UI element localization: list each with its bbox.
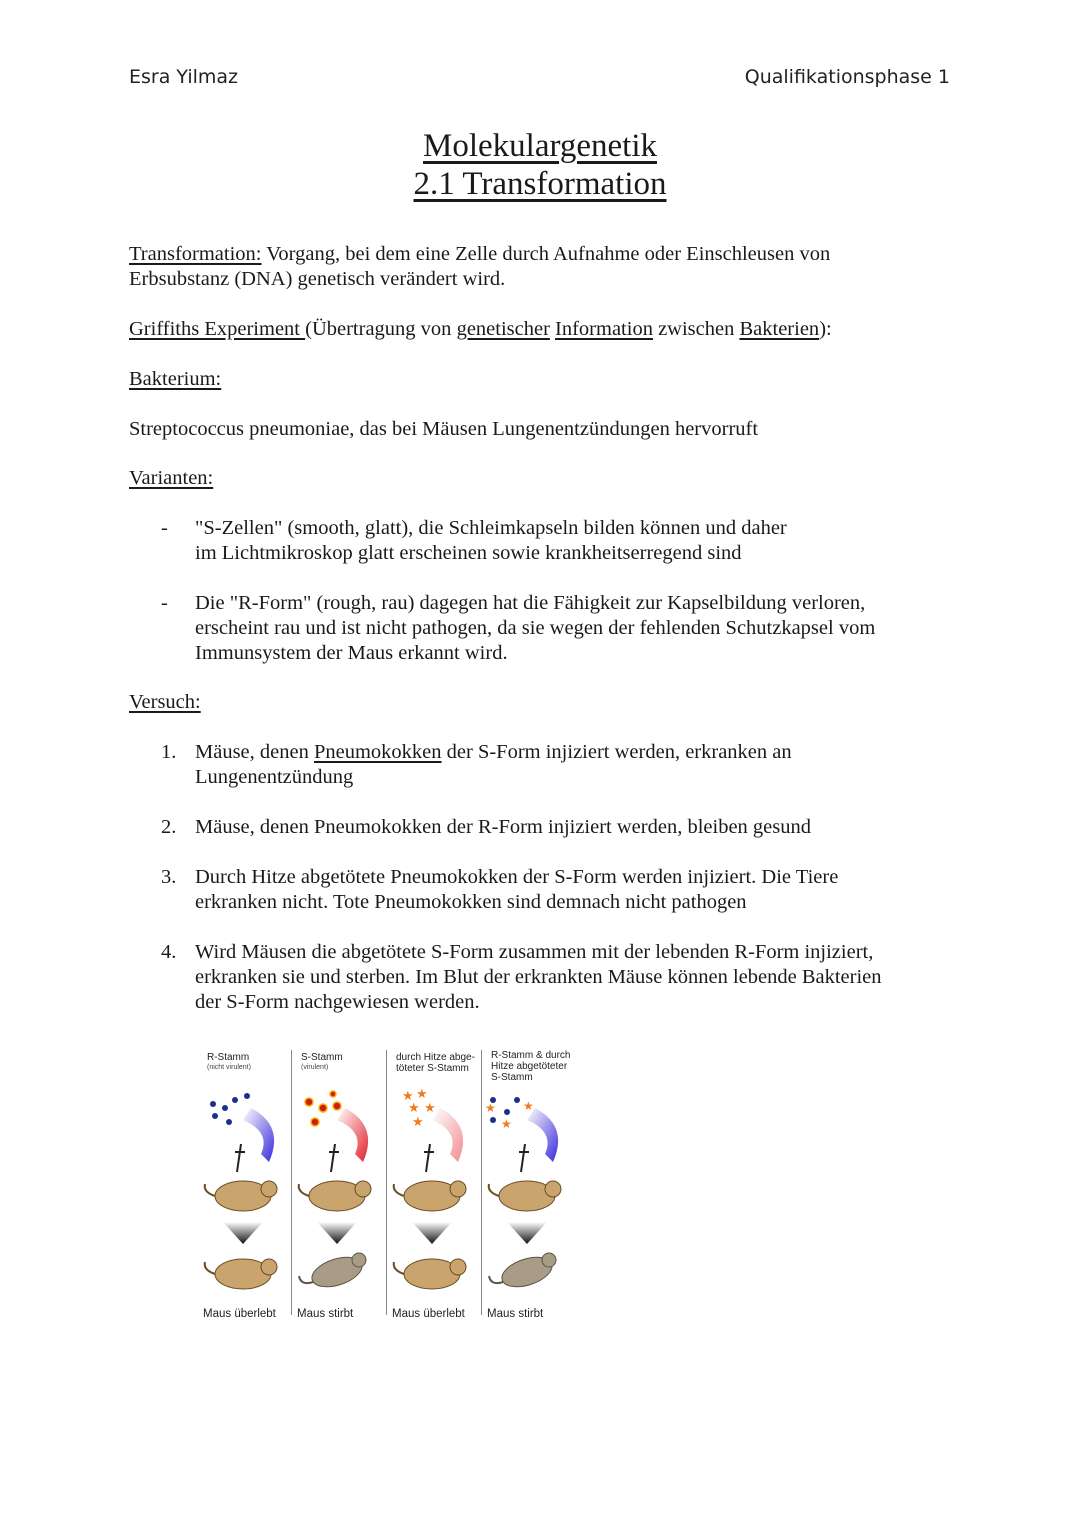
svg-text:★: ★ — [416, 1087, 428, 1102]
page-title: Molekulargenetik — [423, 128, 657, 164]
griffith-paren: (Übertragung von — [305, 318, 457, 340]
griffith-line — [129, 317, 959, 342]
step-text: Lungenentzündung — [195, 766, 354, 788]
s-bacteria-icon — [305, 1091, 341, 1126]
figure-column-s-strain — [293, 1046, 387, 1320]
step-number: 3. — [161, 866, 177, 888]
svg-text:★: ★ — [402, 1089, 414, 1104]
column-result: Maus stirbt — [297, 1308, 354, 1320]
experiment-heading: Versuch: — [129, 691, 201, 713]
step-text: der S-Form injiziert werden, erkranken an — [441, 741, 792, 763]
griffith-word-bacteria: Bakterien — [739, 318, 820, 340]
step-text: erkranken nicht. Tote Pneumokokken sind demnach nicht pathogen — [195, 891, 747, 913]
column-caption: S-Stamm — [301, 1052, 343, 1063]
syringe-icon — [521, 1144, 525, 1172]
list-marker: - — [161, 517, 168, 539]
column-subcaption: (virulent) — [301, 1064, 329, 1071]
injection-arrow-icon — [243, 1108, 274, 1162]
pneumokokken-link: Pneumokokken — [313, 741, 442, 763]
syringe-icon — [331, 1144, 335, 1172]
figure-column-heat-killed — [388, 1046, 482, 1320]
griffith-figure — [199, 1046, 579, 1336]
griffith-mid: zwischen — [652, 318, 740, 340]
step-number: 1. — [161, 741, 177, 763]
syringe-icon — [237, 1144, 241, 1172]
step-number: 4. — [161, 941, 177, 963]
injection-arrow-icon — [527, 1108, 558, 1162]
column-divider — [291, 1050, 292, 1315]
variant-line: im Lichtmikroskop glatt erscheinen sowie krankheitserregend sind — [195, 542, 742, 564]
definition-term: Transformation: — [129, 243, 262, 265]
author-name: Esra Yilmaz — [129, 66, 239, 88]
down-arrow-icon — [507, 1222, 547, 1244]
step-text: Mäuse, denen — [195, 741, 314, 763]
figure-column-r-strain — [199, 1046, 293, 1320]
variants-heading: Varianten: — [129, 467, 214, 489]
down-arrow-icon — [223, 1222, 263, 1244]
column-caption: durch Hitze abge- töteter S-Stamm — [396, 1052, 475, 1074]
svg-text:★: ★ — [523, 1099, 534, 1113]
definition-paragraph — [129, 242, 959, 292]
down-arrow-icon — [412, 1222, 452, 1244]
injection-arrow-icon — [432, 1108, 463, 1162]
course-phase: Qualifikationsphase 1 — [744, 66, 950, 88]
figure-column-mixed — [483, 1046, 577, 1320]
variant-line: erscheint rau und ist nicht pathogen, da sie wegen der fehlenden Schutzkapsel vom — [195, 617, 876, 639]
definition-text-2: Erbsubstanz (DNA) genetisch verändert wird. — [129, 268, 506, 290]
svg-text:★: ★ — [408, 1101, 420, 1116]
column-caption: R-Stamm & durch Hitze abgetöteter S-Stamm — [491, 1050, 571, 1083]
step-text: Wird Mäusen die abgetötete S-Form zusammen mit der lebenden R-Form injiziert, — [195, 941, 874, 963]
column-subcaption: (nicht virulent) — [207, 1064, 251, 1071]
column-result: Maus überlebt — [203, 1308, 276, 1320]
column-illustration — [293, 1086, 387, 1306]
definition-text-1: Vorgang, bei dem eine Zelle durch Aufnahme oder Einschleusen von — [261, 243, 831, 265]
syringe-icon — [426, 1144, 430, 1172]
griffith-word-genetic: genetischer — [456, 318, 550, 340]
step-text: Durch Hitze abgetötete Pneumokokken der S-Form werden injiziert. Die Tiere — [195, 866, 839, 888]
column-caption: R-Stamm — [207, 1052, 250, 1063]
svg-text:★: ★ — [424, 1101, 436, 1116]
column-illustration — [388, 1086, 482, 1306]
griffith-close: ): — [819, 318, 832, 340]
bacterium-heading: Bakterium: — [129, 368, 222, 390]
column-illustration — [199, 1086, 293, 1306]
griffith-word-information: Information — [555, 318, 653, 340]
svg-text:★: ★ — [485, 1101, 496, 1115]
step-number: 2. — [161, 816, 177, 838]
griffith-label: Griffiths Experiment — [129, 318, 306, 340]
column-illustration — [483, 1086, 577, 1306]
bacterium-text: Streptococcus pneumoniae, das bei Mäusen Lungenentzündungen hervorruft — [129, 418, 759, 440]
column-result: Maus überlebt — [392, 1308, 465, 1320]
heat-killed-bacteria-icon — [402, 1087, 436, 1130]
step-text: Mäuse, denen Pneumokokken der R-Form injiziert werden, bleiben gesund — [195, 816, 811, 838]
svg-text:★: ★ — [412, 1115, 424, 1130]
column-result: Maus stirbt — [487, 1308, 544, 1320]
step-text: erkranken sie und sterben. Im Blut der erkrankten Mäuse können lebende Bakterien — [195, 966, 882, 988]
injection-arrow-icon — [337, 1108, 368, 1162]
svg-text:★: ★ — [501, 1117, 512, 1131]
variant-line: Immunsystem der Maus erkannt wird. — [195, 642, 508, 664]
column-divider — [481, 1050, 482, 1315]
down-arrow-icon — [317, 1222, 357, 1244]
page-subtitle: 2.1 Transformation — [413, 166, 667, 202]
column-divider — [386, 1050, 387, 1315]
step-text: der S-Form nachgewiesen werden. — [195, 991, 480, 1013]
heat-killed-bacteria-icon — [485, 1099, 534, 1131]
list-marker: - — [161, 592, 168, 614]
variant-line: "S-Zellen" (smooth, glatt), die Schleimkapseln bilden können und daher — [195, 517, 787, 539]
variant-line: Die "R-Form" (rough, rau) dagegen hat die Fähigkeit zur Kapselbildung verloren, — [195, 592, 866, 614]
